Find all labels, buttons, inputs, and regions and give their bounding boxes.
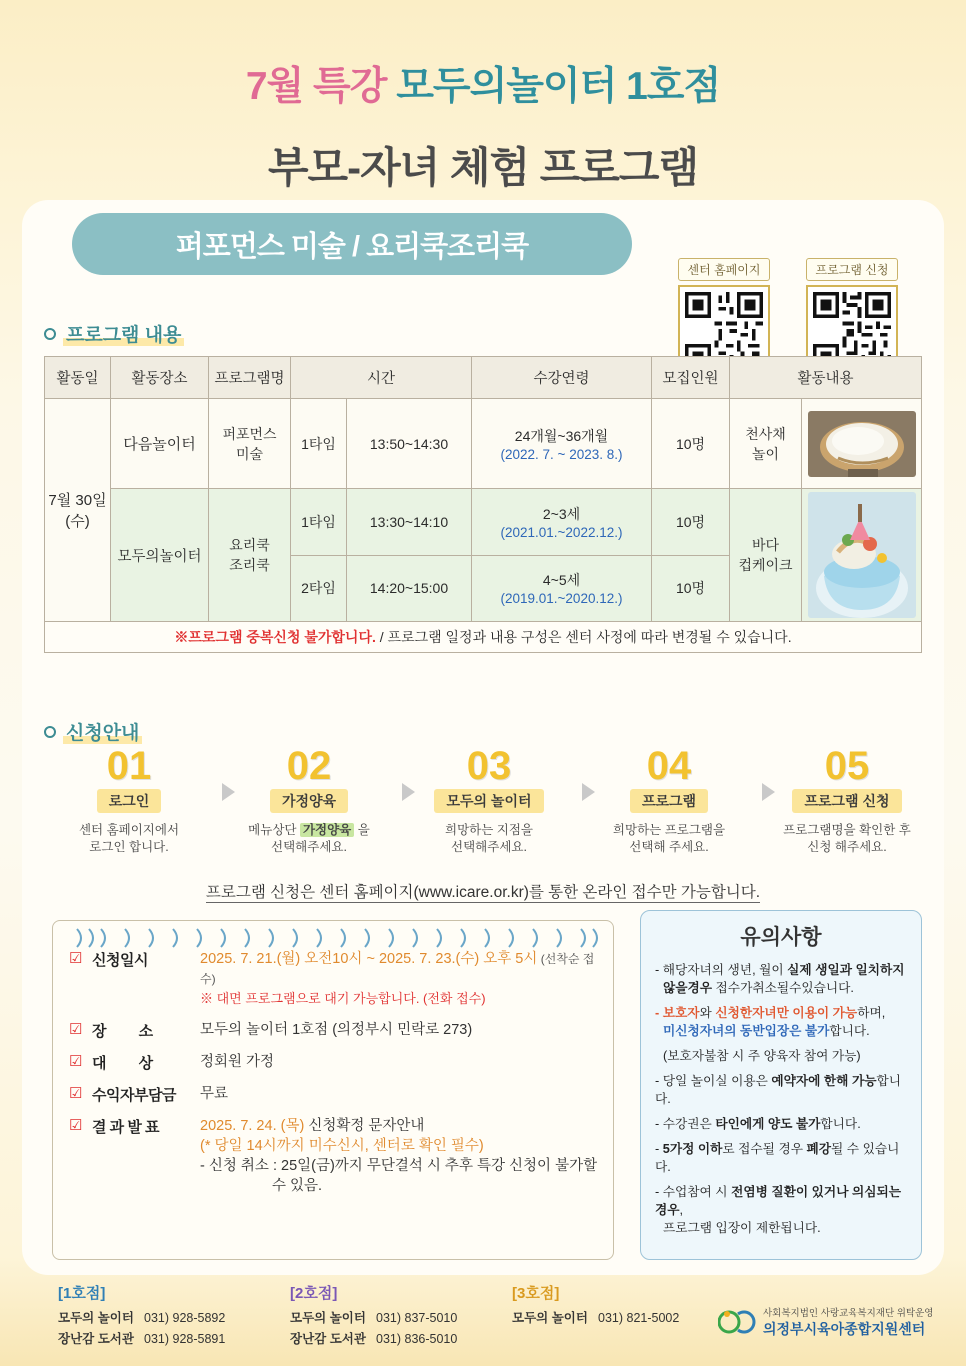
th-date: 활동일 (45, 357, 111, 399)
precaution-3-post: 합니다. (655, 1074, 901, 1106)
step-02 (234, 745, 384, 856)
footer (0, 1282, 966, 1366)
footer-branch-2-head: [2호점] (290, 1285, 338, 1302)
cell-place-1: 다음놀이터 (111, 399, 209, 489)
step-04-desc (594, 822, 744, 856)
info-row-fee (69, 1084, 599, 1105)
step-02-desc-line2: 선택해주세요. (271, 840, 347, 854)
step-02-badge: 가정양육 (270, 789, 348, 813)
footer-b3-l1-tel: 031) 821-5002 (598, 1311, 680, 1325)
step-02-desc-pre: 메뉴상단 (248, 823, 300, 837)
table-row (45, 489, 922, 556)
precaution-item (655, 1183, 907, 1237)
footer-b1-l1-name: 모두의 놀이터 (58, 1311, 134, 1325)
precautions-title-text: 유의사항 (740, 926, 822, 949)
subtitle-pill: 퍼포먼스 미술 / 요리쿡조리쿡 (72, 213, 632, 275)
footer-branch-1 (58, 1282, 225, 1350)
th-place: 활동장소 (111, 357, 209, 399)
footer-branch-3-head: [3호점] (512, 1285, 560, 1302)
step-02-desc-post: 을 (354, 823, 370, 837)
step-01 (54, 745, 204, 856)
precaution-3-pre: - 당일 놀이실 이용은 (655, 1074, 772, 1088)
age-main-1: 24개월~36개월 (514, 427, 609, 444)
table-row (45, 399, 922, 489)
info-label-result: 결 과 발 표 (92, 1119, 159, 1136)
cell-place-2: 모두의놀이터 (111, 489, 209, 622)
step-05 (772, 745, 922, 856)
table-header (45, 357, 922, 399)
step-04-badge: 프로그램 (630, 789, 708, 813)
cell-time-1: 13:50~14:30 (347, 399, 472, 489)
precaution-0-line2-post: 접수가취소될수있습니다. (712, 981, 854, 995)
organization-sub: 사회복지법인 사랑교육복지재단 위탁운영 (763, 1308, 934, 1319)
info-row-date (69, 949, 599, 1009)
info-value-place: 모두의 놀이터 1호점 (의정부시 민락로 273) (200, 1022, 473, 1038)
info-result-line3: - 신청 취소 : 25일(금)까지 무단결석 시 추후 특강 신청이 불가할 (200, 1158, 598, 1174)
info-value-fee: 무료 (200, 1086, 229, 1102)
info-date-red: ※ 대면 프로그램으로 대기 가능합니다. (전화 접수) (200, 991, 486, 1006)
precaution-6-post: , (679, 1203, 684, 1217)
footer-branch-1-line-1 (58, 1308, 225, 1326)
info-label-date: 신청일시 (92, 952, 148, 969)
th-capacity: 모집인원 (652, 357, 730, 399)
info-row-place (69, 1020, 599, 1041)
step-05-desc-line1: 프로그램명을 확인한 후 (783, 823, 911, 837)
organization-name: 의정부시육아종합지원센터 (763, 1321, 926, 1337)
footer-b1-l1-tel: 031) 928-5892 (144, 1311, 226, 1325)
table-note-red: ※프로그램 중복신청 불가합니다. (174, 629, 376, 645)
precaution-1-mid: 와 (699, 1006, 716, 1020)
cell-activity-1: 천사채 놀이 (730, 399, 802, 489)
program-table (44, 356, 922, 653)
section-header-guide (44, 718, 142, 745)
step-05-desc-line2: 신청 해주세요. (807, 840, 887, 854)
age-sub-1: (2022. 7. ~ 2023. 8.) (500, 446, 623, 462)
step-05-desc (772, 822, 922, 856)
footer-b2-l2-tel: 031) 836-5010 (376, 1332, 458, 1346)
application-info-box (52, 920, 614, 1260)
step-03-desc-line1: 희망하는 지점을 (445, 823, 533, 837)
info-result-date: 2025. 7. 24. (목) (200, 1118, 305, 1134)
step-03 (414, 745, 564, 856)
cell-age-3 (472, 555, 652, 622)
precaution-4-pre: - 수강권은 (655, 1117, 716, 1131)
precaution-0-pre: - 해당자녀의 생년, 월이 (655, 963, 788, 977)
info-result-main: 신청확정 문자안내 (304, 1118, 425, 1134)
step-04 (594, 745, 744, 856)
activity-photo-1-icon (808, 411, 916, 477)
precaution-5-pre: - (655, 1142, 663, 1156)
info-row-target (69, 1052, 599, 1073)
table-header-row (45, 357, 922, 399)
footer-branch-2 (290, 1282, 457, 1350)
cell-slot-3: 2타임 (291, 555, 347, 622)
online-notice-text: 프로그램 신청은 센터 홈페이지(www.icare.or.kr)를 통한 온라인 접수만 가능합니다. (205, 884, 761, 901)
step-01-desc-line2: 로그인 합니다. (89, 840, 169, 854)
step-03-badge: 모두의 놀이터 (434, 789, 543, 813)
step-04-desc-line1: 희망하는 프로그램을 (612, 823, 726, 837)
section-title-guide: 신청안내 (63, 718, 142, 745)
precaution-item (655, 1140, 907, 1176)
step-02-desc (234, 822, 384, 856)
footer-b2-l1-tel: 031) 837-5010 (376, 1311, 458, 1325)
info-value-date (200, 949, 599, 1009)
table-note (45, 622, 922, 653)
title-branch: 모두의놀이터 1호점 (396, 65, 721, 108)
precaution-item (655, 1072, 907, 1108)
online-notice (0, 880, 966, 902)
info-label-target: 대 상 (92, 1055, 168, 1072)
section-title-program: 프로그램 내용 (63, 320, 184, 347)
cell-thumb-1 (802, 399, 922, 489)
step-01-desc (54, 822, 204, 856)
cell-capacity-3: 10명 (652, 555, 730, 622)
info-label-fee: 수익자부담금 (92, 1087, 176, 1104)
precaution-6-bold: 전염병 질환이 있거나 의심되는 경우 (655, 1185, 901, 1217)
precaution-1-line2-blue: 미신청자녀의 동반입장은 불가 (663, 1024, 830, 1038)
footer-branch-1-head: [1호점] (58, 1285, 106, 1302)
age-main-2: 2~3세 (542, 505, 581, 522)
cell-program-2: 요리쿡 조리쿡 (209, 489, 291, 622)
bullet-circle-icon (44, 726, 56, 738)
date-line1: 7월 30일 (48, 492, 107, 509)
info-value-result (200, 1116, 597, 1196)
cell-slot-1: 1타임 (291, 399, 347, 489)
qr-home-label: 센터 홈페이지 (678, 258, 770, 281)
organization-name-block (763, 1305, 933, 1339)
precaution-5-bold: 5가정 이하 (662, 1142, 723, 1156)
precaution-item (655, 1115, 907, 1133)
date-line2: (수) (65, 513, 90, 530)
step-03-desc-line2: 선택해주세요. (451, 840, 527, 854)
age-sub-2: (2021.01.~2022.12.) (500, 524, 623, 540)
page-title-line2: 부모-자녀 체험 프로그램 (267, 144, 699, 191)
step-03-desc (414, 822, 564, 856)
precaution-4-bold: 타인에게 양도 불가 (715, 1117, 821, 1131)
bullet-circle-icon (44, 328, 56, 340)
info-date-main: 2025. 7. 21.(월) 오전10시 ~ 2025. 7. 23.(수) 오후 5시 (200, 951, 538, 967)
precaution-item (655, 1047, 907, 1065)
organization-logo-block (718, 1305, 933, 1339)
step-03-number: 03 (466, 744, 512, 788)
info-result-line4: 수 있음. (272, 1178, 323, 1194)
footer-b1-l2-name: 장난감 도서관 (58, 1332, 134, 1346)
cell-time-2: 13:30~14:10 (347, 489, 472, 556)
cell-thumb-2 (802, 489, 922, 622)
precaution-5-post: 될 수 있습니다. (655, 1142, 900, 1174)
info-value-target: 정회원 가정 (200, 1054, 275, 1070)
cell-program-1: 퍼포먼스 미술 (209, 399, 291, 489)
precaution-item (655, 1004, 907, 1040)
cell-age-2 (472, 489, 652, 556)
step-02-number: 02 (286, 744, 332, 788)
th-age: 수강연령 (472, 357, 652, 399)
step-05-number: 05 (824, 744, 870, 788)
cell-time-3: 14:20~15:00 (347, 555, 472, 622)
info-label-place: 장 소 (92, 1023, 168, 1040)
center-logo-icon (718, 1307, 756, 1337)
steps-container (44, 745, 922, 870)
step-04-desc-line2: 선택해 주세요. (629, 840, 709, 854)
precaution-1-orange2: 신청한자녀만 이용이 가능 (715, 1006, 858, 1020)
cell-date (45, 399, 111, 622)
th-activity: 활동내용 (730, 357, 922, 399)
precaution-3-bold: 예약자에 한해 가능 (771, 1074, 877, 1088)
section-header-program (44, 320, 184, 347)
footer-b3-l1-name: 모두의 놀이터 (512, 1311, 588, 1325)
precaution-4-post: 합니다. (820, 1117, 861, 1131)
qr-apply-label: 프로그램 신청 (806, 258, 898, 281)
precaution-5-mid: 로 접수될 경우 (722, 1142, 807, 1156)
cell-activity-2: 바다 컵케이크 (730, 489, 802, 622)
wave-decoration-icon (71, 927, 601, 949)
info-date-small: (선착순 접수) (200, 952, 595, 986)
precaution-6-pre: - 수업참여 시 (655, 1185, 732, 1199)
footer-branch-3-line-1 (512, 1308, 679, 1326)
step-01-badge: 로그인 (97, 789, 162, 813)
title-badge-month: 7월 특강 (245, 65, 387, 108)
cell-slot-2: 1타임 (291, 489, 347, 556)
step-01-number: 01 (106, 744, 152, 788)
cell-capacity-1: 10명 (652, 399, 730, 489)
cell-capacity-2: 10명 (652, 489, 730, 556)
step-02-desc-highlight: 가정양육 (300, 823, 354, 837)
precaution-6-line2: 프로그램 입장이 제한됩니다. (663, 1221, 821, 1235)
info-result-line2: (* 당일 14시까지 미수신시, 센터로 확인 필수) (200, 1138, 484, 1154)
th-time: 시간 (291, 357, 472, 399)
th-program: 프로그램명 (209, 357, 291, 399)
check-icon: ☑ (69, 1021, 83, 1038)
footer-b2-l1-name: 모두의 놀이터 (290, 1311, 366, 1325)
footer-branch-2-line-2 (290, 1329, 457, 1347)
step-04-number: 04 (646, 744, 692, 788)
step-05-badge: 프로그램 신청 (792, 789, 901, 813)
footer-branch-3 (512, 1282, 679, 1329)
age-sub-3: (2019.01.~2020.12.) (500, 591, 623, 607)
check-icon: ☑ (69, 1053, 83, 1070)
page-title-line1 (0, 55, 966, 111)
precaution-item (655, 961, 907, 997)
precaution-0-line2-bold: 않을경우 (663, 981, 713, 995)
precaution-0-bold: 실제 생일과 일치하지 (787, 963, 905, 977)
info-row-result (69, 1116, 599, 1196)
footer-b2-l2-name: 장난감 도서관 (290, 1332, 366, 1346)
table-note-rest: / 프로그램 일정과 내용 구성은 센터 사정에 따라 변경될 수 있습니다. (375, 629, 792, 645)
precaution-1-line2-post: 합니다. (829, 1024, 870, 1038)
precautions-box (640, 910, 922, 1260)
table-body (45, 399, 922, 653)
check-icon: ☑ (69, 1117, 83, 1134)
precautions-title (655, 921, 907, 951)
check-icon: ☑ (69, 950, 83, 967)
age-main-3: 4~5세 (542, 572, 581, 589)
check-icon: ☑ (69, 1085, 83, 1102)
precaution-1-orange1: - 보호자 (655, 1006, 700, 1020)
precaution-1-post: 하며, (857, 1006, 886, 1020)
footer-branch-1-line-2 (58, 1329, 225, 1347)
precaution-5-bold2: 폐강 (806, 1142, 832, 1156)
precaution-2-plain: (보호자불참 시 주 양육자 참여 가능) (663, 1049, 861, 1063)
activity-photo-2-icon (808, 492, 916, 618)
footer-b1-l2-tel: 031) 928-5891 (144, 1332, 226, 1346)
step-01-desc-line1: 센터 홈페이지에서 (78, 823, 180, 837)
cell-age-1 (472, 399, 652, 489)
footer-branch-2-line-1 (290, 1308, 457, 1326)
table-note-row (45, 622, 922, 653)
